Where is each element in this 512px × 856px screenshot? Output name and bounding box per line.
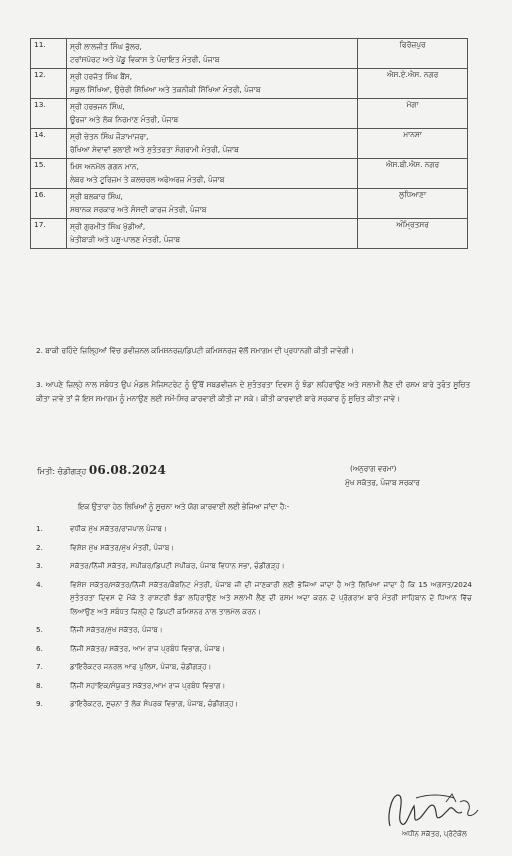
row-minister — [66, 129, 357, 159]
paragraph-2: 2. ਬਾਕੀ ਰਹਿੰਦੇ ਜ਼ਿਲ੍ਹਿਆਂ ਵਿੱਚ ਡਵੀਜ਼ਨਲ ਕਮਿਸ਼ਨਰਜ਼/ਡਿਪਟੀ ਕਮਿਸ਼ਨਰਜ਼ ਵੱਲੋਂ ਸਮਾਗਮ ਦੀ ਪ੍ਰਧਾਨਗੀ ਕੀਤੀ ਜਾਵੇਗੀ। — [36, 346, 354, 355]
list-item — [36, 541, 472, 555]
minister-name: ਮਿਸ ਅਨਮੋਲ ਗਗਨ ਮਾਨ, — [69, 162, 139, 171]
signatory-name: (ਅਨੁਰਾਗ ਵਰਮਾ) — [350, 464, 397, 473]
item-text: ਡਾਇਰੈਕਟਰ, ਸੂਚਨਾ ਤੇ ਲੋਕ ਸੰਪਰਕ ਵਿਭਾਗ, ਪੰਜਾਬ, ਚੰਡੀਗੜ੍ਹ। — [70, 699, 239, 708]
list-item — [36, 578, 472, 619]
minister-portfolio: ਊਰਜਾ ਅਤੇ ਲੋਕ ਨਿਰਮਾਣ ਮੰਤਰੀ, ਪੰਜਾਬ — [69, 115, 179, 124]
item-number: 7. — [36, 662, 43, 671]
minister-name: ਸ੍ਰੀ ਹਰਜੋਤ ਸਿੰਘ ਬੈਂਸ, — [69, 72, 133, 81]
row-serial: 11. — [31, 39, 67, 69]
item-number: 9. — [36, 699, 43, 708]
minister-portfolio: ਖੇਤੀਬਾੜੀ ਅਤੇ ਪਸ਼ੂ-ਪਾਲਣ ਮੰਤਰੀ, ਪੰਜਾਬ — [69, 235, 180, 244]
row-district: ਮੋਗਾ — [358, 99, 468, 129]
table-row — [31, 69, 468, 99]
item-number: 3. — [36, 561, 43, 570]
minister-portfolio: ਸਕੂਲ ਸਿੱਖਿਆ, ਉਚੇਰੀ ਸਿੱਖਿਆ ਅਤੇ ਤਕਨੀਕੀ ਸਿੱਖਿਆ ਮੰਤਰੀ, ਪੰਜਾਬ — [69, 85, 261, 94]
item-number: 2. — [36, 542, 43, 552]
list-item — [36, 623, 472, 637]
minister-name: ਸ੍ਰੀ ਲਾਲਜੀਤ ਸਿੰਘ ਭੁੱਲਰ, — [69, 42, 142, 51]
item-number: 5. — [36, 625, 43, 634]
item-number: 6. — [36, 643, 43, 653]
copy-recipient-list — [36, 522, 472, 716]
item-text: ਨਿੱਜੀ ਸਕੱਤਰ/ ਸਕੱਤਰ, ਆਮ ਰਾਜ ਪ੍ਰਬੰਧ ਵਿਭਾਗ, ਪੰਜਾਬ। — [70, 643, 225, 653]
minister-portfolio: ਰੱਖਿਆ ਸੇਵਾਵਾਂ ਭਲਾਈ ਅਤੇ ਸੁਤੰਤਰਤਾ ਸੰਗਰਾਮੀ ਮੰਤਰੀ, ਪੰਜਾਬ — [69, 145, 239, 154]
item-number: 8. — [36, 680, 43, 690]
row-serial: 13. — [31, 99, 67, 129]
row-minister — [66, 69, 357, 99]
list-item — [36, 697, 472, 711]
item-text: ਵਧੀਕ ਮੁੱਖ ਸਕੱਤਰ/ਰਾਜਪਾਲ ਪੰਜਾਬ। — [70, 524, 167, 533]
table-row — [31, 219, 468, 249]
row-district: ਮਾਨਸਾ — [358, 129, 468, 159]
row-serial: 16. — [31, 189, 67, 219]
table-row — [31, 39, 468, 69]
table-row — [31, 189, 468, 219]
signatory-title: ਮੁੱਖ ਸਕੱਤਰ, ਪੰਜਾਬ ਸਰਕਾਰ — [345, 478, 420, 487]
row-serial: 12. — [31, 69, 67, 99]
table-row — [31, 129, 468, 159]
item-text: ਨਿੱਜੀ ਸਕੱਤਰ/ਮੁੱਖ ਸਕੱਤਰ, ਪੰਜਾਬ। — [70, 625, 163, 634]
row-district: ਐਸ.ਏ.ਐਸ. ਨਗਰ — [358, 69, 468, 99]
row-district: ਐਸ.ਬੀ.ਐਸ. ਨਗਰ — [358, 159, 468, 189]
table-row — [31, 159, 468, 189]
minister-name: ਸ੍ਰੀ ਚੇਤਨ ਸਿੰਘ ਜੌੜਾਮਾਜਰਾ, — [69, 132, 149, 141]
minister-name: ਸ੍ਰੀ ਗੁਰਮੀਤ ਸਿੰਘ ਖੁੱਡੀਆਂ, — [69, 222, 146, 231]
minister-name: ਸ੍ਰੀ ਬਲਕਾਰ ਸਿੰਘ, — [69, 192, 123, 201]
item-text: ਵਿਸ਼ੇਸ਼ ਸਕੱਤਰ/ਸਕੱਤਰ/ਨਿੱਜੀ ਸਕੱਤਰ/ਕੈਬਨਿਟ ਮੰਤਰੀ, ਪੰਜਾਬ ਜੀ ਦੀ ਜਾਣਕਾਰੀ ਲਈ ਭੇਜਿਆ ਜਾਂਦਾ ਹੈ ਅਤੇ ਲਿਖਿਆ ਜਾਂਦਾ ਹੈ ਕਿ 15 ਅਗਸਤ/2024 ਸੁਤੰਤਰਤਾ ਦਿਵਸ ਦੇ ਮੌਕੇ ਤੇ ਰਾਸ਼ਟਰੀ ਝੰਡਾ ਲਹਿਰਾਉਣ ਅਤੇ ਸਲਾਮੀ ਲੈਣ ਦੀ ਰਸਮ ਅਦਾ ਕਰਨ ਦੇ ਪ੍ਰੋਗਰਾਮ ਬਾਰੇ ਮੰਤਰੀ ਸਾਹਿਬਾਨ ਦੇ ਧਿਆਨ ਵਿੱਚ ਲਿਆਉਣ ਅਤੇ ਸਬੰਧਤ ਜ਼ਿਲ੍ਹੇ ਦੇ ਡਿਪਟੀ ਕਮਿਸ਼ਨਰ ਨਾਲ ਤਾਲਮੇਲ ਕਰਨ। — [70, 579, 472, 616]
list-item — [36, 642, 472, 656]
item-number: 1. — [36, 524, 43, 533]
minister-district-table — [30, 38, 468, 249]
minister-portfolio: ਲੇਬਰ ਅਤੇ ਟੂਰਿਜ਼ਮ ਤੇ ਕਲਚਰਲ ਅਫੇਅਰਜ਼ ਮੰਤਰੀ, ਪੰਜਾਬ — [69, 175, 225, 184]
table-row — [31, 99, 468, 129]
item-text: ਡਾਇਰੈਕਟਰ ਜਨਰਲ ਆਫ ਪੁਲਿਸ, ਪੰਜਾਬ, ਚੰਡੀਗੜ੍ਹ। — [70, 662, 212, 671]
row-minister — [66, 99, 357, 129]
list-item — [36, 679, 472, 693]
date-line — [37, 463, 166, 477]
item-number: 4. — [36, 579, 43, 589]
item-text: ਸਕੱਤਰ/ਨਿੱਜੀ ਸਕੱਤਰ, ਸਪੀਕਰ/ਡਿਪਟੀ ਸਪੀਕਰ, ਪੰਜਾਬ ਵਿਧਾਨ ਸਭਾ, ਚੰਡੀਗੜ੍ਹ। — [70, 561, 285, 570]
row-serial: 14. — [31, 129, 67, 159]
minister-name: ਸ੍ਰੀ ਹਰਭਜਨ ਸਿੰਘ, — [69, 102, 125, 111]
row-district: ਲੁਧਿਆਣਾ — [358, 189, 468, 219]
row-minister — [66, 159, 357, 189]
minister-portfolio: ਸਥਾਨਕ ਸਰਕਾਰ ਅਤੇ ਸੰਸਦੀ ਕਾਰਜ ਮੰਤਰੀ, ਪੰਜਾਬ — [69, 205, 207, 214]
row-minister — [66, 39, 357, 69]
row-serial: 17. — [31, 219, 67, 249]
row-district: ਅੰਮ੍ਰਿਤਸਰ — [358, 219, 468, 249]
row-minister — [66, 189, 357, 219]
row-minister — [66, 219, 357, 249]
list-item — [36, 660, 472, 674]
list-item — [36, 522, 472, 536]
date-label: ਮਿਤੀ: ਚੰਡੀਗੜ੍ਹ — [37, 467, 87, 476]
list-item — [36, 559, 472, 573]
item-text: ਵਿਸ਼ੇਸ਼ ਮੁੱਖ ਸਕੱਤਰ/ਮੁੱਖ ਮੰਤਰੀ, ਪੰਜਾਬ। — [70, 542, 175, 552]
row-serial: 15. — [31, 159, 67, 189]
copy-forward-line: ਇਕ ਉਤਾਰਾ ਹੇਠ ਲਿਖਿਆਂ ਨੂੰ ਸੂਚਨਾ ਅਤੇ ਯੋਗ ਕਾਰਵਾਈ ਲਈ ਭੇਜਿਆ ਜਾਂਦਾ ਹੈ:- — [78, 502, 290, 511]
footer-title: ਅਧੀਨ ਸਕੱਤਰ, ਪ੍ਰੋਟੋਕੋਲ — [402, 830, 467, 838]
date-value: 06.08.2024 — [88, 463, 167, 477]
paragraph-3: 3. ਆਪਣੇ ਜ਼ਿਲ੍ਹੇ ਨਾਲ ਸਬੰਧਤ ਉਪ ਮੰਡਲ ਮੈਜਿਸਟਰੇਟ ਨੂੰ ਉੱਥੋਂ ਸਬਡਵੀਜ਼ਨ ਦੇ ਸੁਤੰਤਰਤਾ ਦਿਵਸ ਨੂੰ ਝੰਡਾ ਲਹਿਰਾਉਣ ਅਤੇ ਸਲਾਮੀ ਲੈਣ ਦੀ ਰਸਮ ਬਾਰੇ ਤੁਰੰਤ ਸੂਚਿਤ ਕੀਤਾ ਜਾਵੇ ਤਾਂ ਜੋ ਇਸ ਸਮਾਗਮ ਨੂੰ ਮਨਾਉਣ ਲਈ ਸਮੇਂ-ਸਿਰ ਕਾਰਵਾਈ ਕੀਤੀ ਜਾ ਸਕੇ। ਕੀਤੀ ਕਾਰਵਾਈ ਬਾਰੇ ਸਰਕਾਰ ਨੂੰ ਸੂਚਿਤ ਕੀਤਾ ਜਾਵੇ। — [36, 380, 470, 403]
row-district: ਫਿਰੋਜ਼ਪੁਰ — [358, 39, 468, 69]
item-text: ਨਿੱਜੀ ਸਹਾਇਕ/ਸੰਯੁਕਤ ਸਕੱਤਰ,ਆਮ ਰਾਜ ਪ੍ਰਬੰਧ ਵਿਭਾਗ। — [70, 680, 226, 690]
minister-portfolio: ਟਰਾਂਸਪੋਰਟ ਅਤੇ ਪੇਂਡੂ ਵਿਕਾਸ ਤੇ ਪੰਚਾਇਤ ਮੰਤਰੀ, ਪੰਜਾਬ — [69, 55, 220, 64]
